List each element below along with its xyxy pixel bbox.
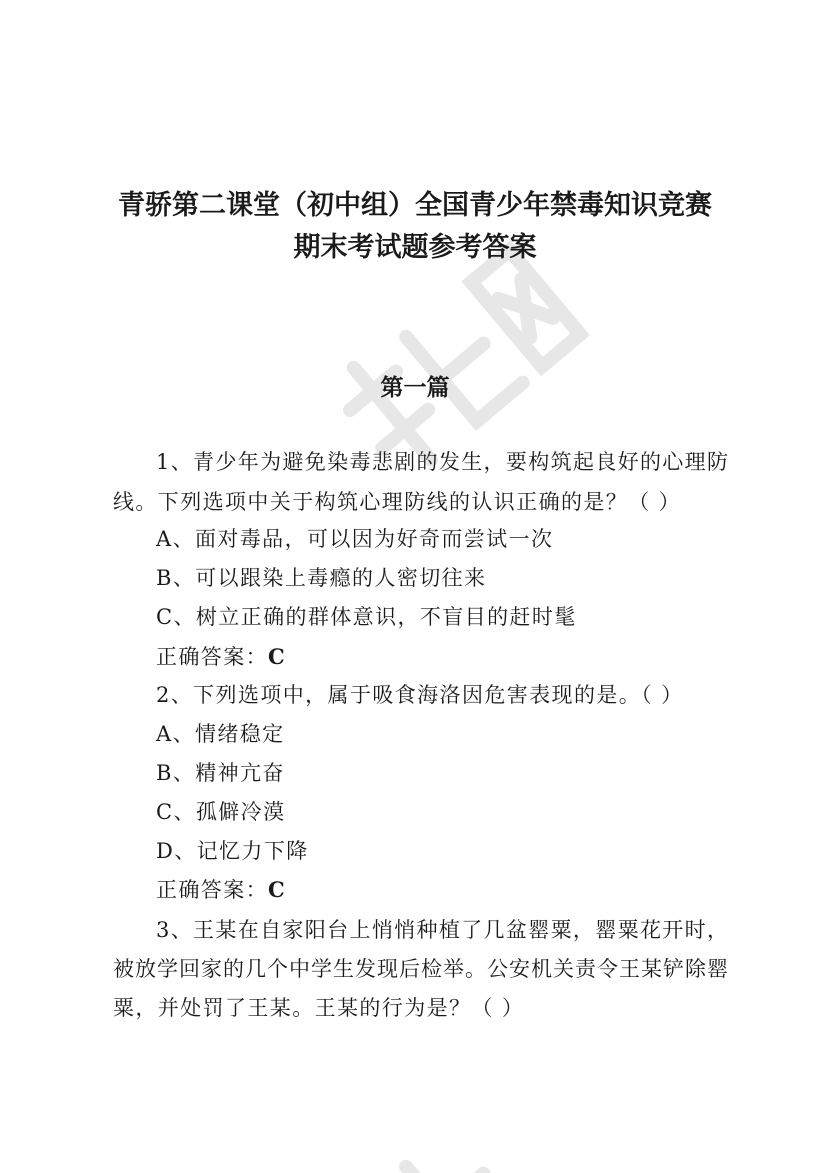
question-1-option-a: A、面对毒品，可以因为好奇而尝试一次: [156, 527, 554, 551]
question-2-answer: [156, 874, 286, 904]
answer-value: C: [268, 644, 287, 669]
watermark-logo-icon: [296, 1040, 624, 1173]
document-title-line-2: 期末考试题参考答案: [293, 232, 537, 263]
question-1-stem-line-1: 1、青少年为避免染毒悲剧的发生，要构筑起良好的心理防: [156, 450, 728, 474]
question-2-option-a: A、情绪稳定: [156, 722, 285, 746]
answer-label: 正确答案：: [156, 645, 268, 669]
question-1-answer: [156, 641, 286, 671]
answer-label: 正确答案：: [156, 878, 268, 902]
question-3-stem-line-2: 被放学回家的几个中学生发现后检举。公安机关责令王某铲除罂: [113, 957, 728, 981]
question-1-option-b: B、可以跟染上毒瘾的人密切往来: [156, 566, 487, 590]
question-1-option-c: C、树立正确的群体意识，不盲目的赶时髦: [156, 605, 577, 629]
question-2-stem-line-1: 2、下列选项中，属于吸食海洛因危害表现的是。（ ）: [156, 683, 684, 707]
question-3-stem-line-3: 粟，并处罚了王某。王某的行为是？（ ）: [113, 996, 525, 1020]
section-title: 第一篇: [380, 375, 450, 401]
question-2-option-d: D、记忆力下降: [156, 839, 309, 863]
question-3-stem-line-1: 3、王某在自家阳台上悄悄种植了几盆罂粟，罂粟花开时，: [156, 918, 728, 942]
question-2-option-c: C、孤僻冷漠: [156, 800, 286, 824]
question-2-option-b: B、精神亢奋: [156, 761, 285, 785]
question-1-stem-line-2: 线。下列选项中关于构筑心理防线的认识正确的是？（ ）: [113, 490, 682, 514]
answer-value: C: [268, 877, 287, 902]
document-title-line-1: 青骄第二课堂（初中组）全国青少年禁毒知识竞赛: [118, 190, 712, 221]
